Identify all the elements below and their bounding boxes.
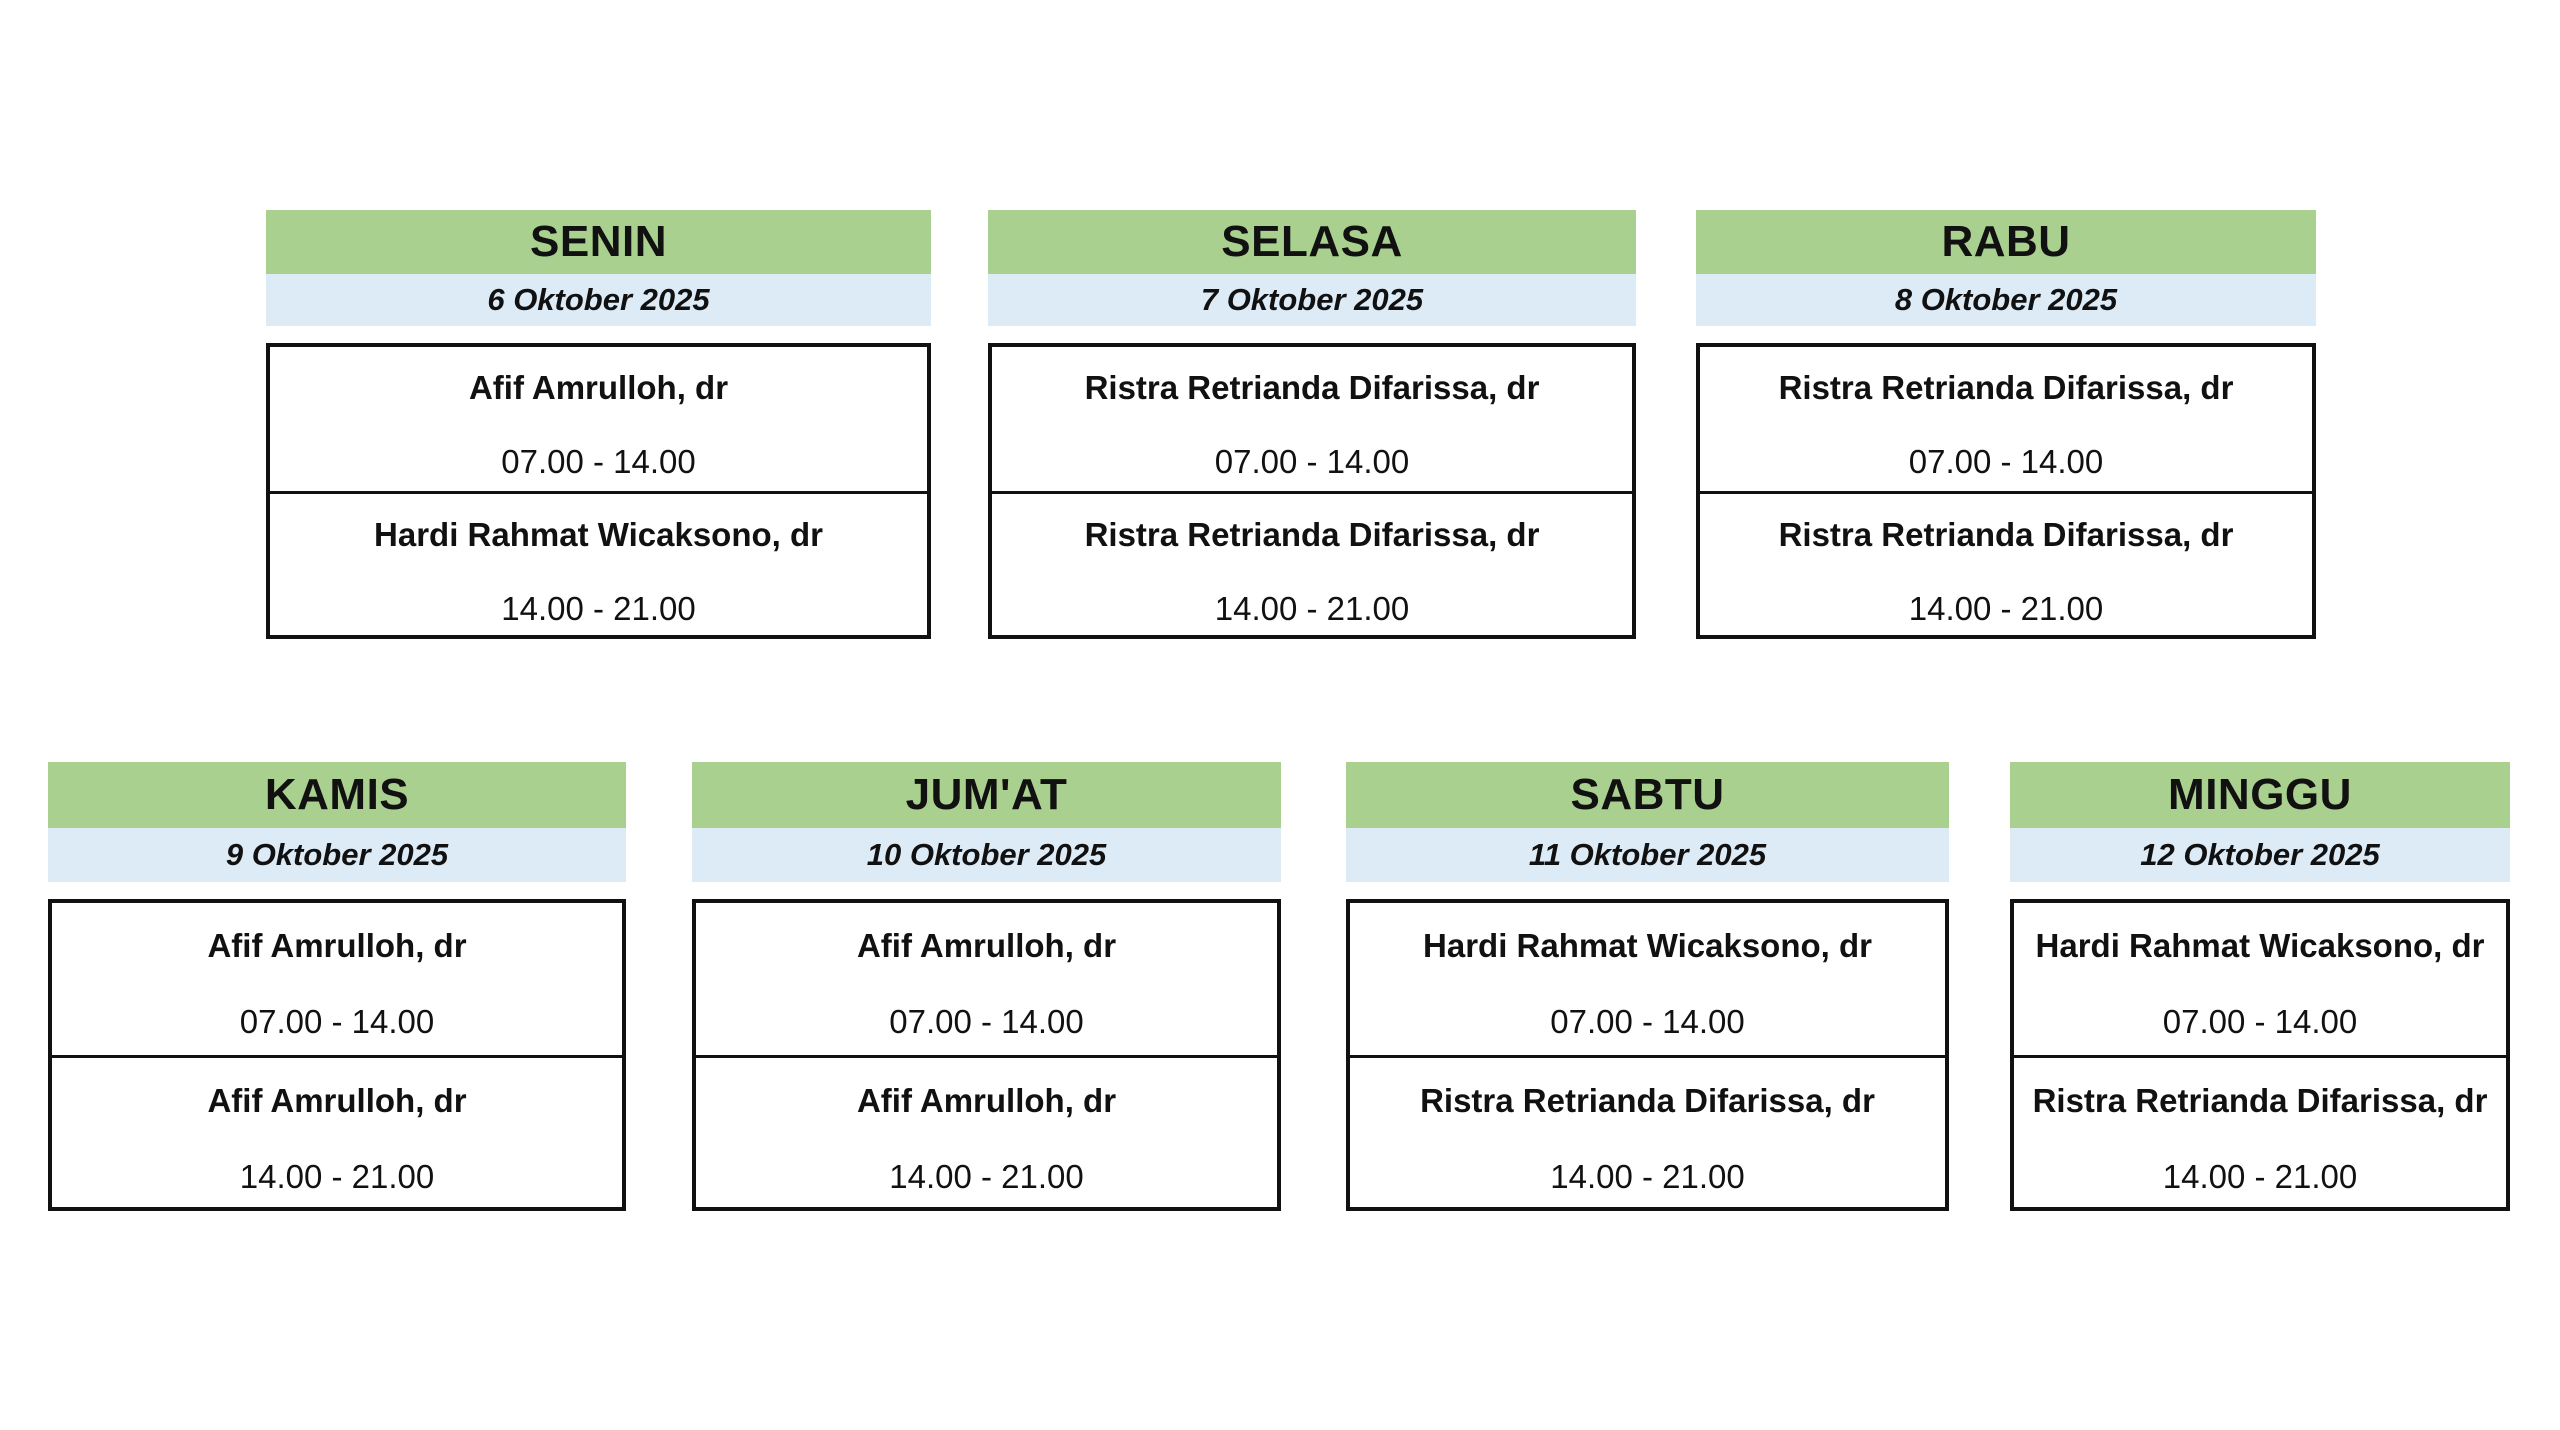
doctor-name: Ristra Retrianda Difarissa, dr: [1084, 369, 1540, 406]
shift-table: [988, 343, 1636, 639]
shift-time: 14.00 - 21.00: [501, 590, 696, 627]
day-date: 12 Oktober 2025: [2010, 828, 2510, 882]
day-name: MINGGU: [2010, 762, 2510, 828]
shift-morning: [52, 903, 622, 1055]
day-card-sabtu: [1346, 762, 1949, 1211]
shift-afternoon: [270, 491, 927, 635]
shift-table: [692, 899, 1281, 1211]
shift-table: [48, 899, 626, 1211]
shift-afternoon: [992, 491, 1632, 635]
shift-time: 14.00 - 21.00: [1550, 1158, 1745, 1195]
shift-afternoon: [2014, 1055, 2506, 1207]
day-name: RABU: [1696, 210, 2316, 274]
day-date: 9 Oktober 2025: [48, 828, 626, 882]
shift-afternoon: [52, 1055, 622, 1207]
shift-time: 14.00 - 21.00: [2162, 1158, 2358, 1195]
shift-time: 14.00 - 21.00: [889, 1158, 1084, 1195]
day-card-jumat: [692, 762, 1281, 1211]
shift-time: 14.00 - 21.00: [1908, 590, 2104, 627]
day-date: 10 Oktober 2025: [692, 828, 1281, 882]
day-date: 6 Oktober 2025: [266, 274, 931, 326]
day-name: JUM'AT: [692, 762, 1281, 828]
shift-time: 07.00 - 14.00: [501, 443, 696, 480]
shift-time: 14.00 - 21.00: [239, 1158, 435, 1195]
day-name: SABTU: [1346, 762, 1949, 828]
shift-time: 07.00 - 14.00: [2162, 1003, 2358, 1040]
shift-morning: [2014, 903, 2506, 1055]
day-card-senin: [266, 210, 931, 639]
shift-morning: [696, 903, 1277, 1055]
doctor-name: Ristra Retrianda Difarissa, dr: [1778, 516, 2234, 553]
shift-afternoon: [1700, 491, 2312, 635]
shift-time: 07.00 - 14.00: [1550, 1003, 1745, 1040]
doctor-name: Afif Amrulloh, dr: [207, 927, 467, 964]
shift-time: 07.00 - 14.00: [889, 1003, 1084, 1040]
day-date: 8 Oktober 2025: [1696, 274, 2316, 326]
shift-afternoon: [1350, 1055, 1945, 1207]
day-card-selasa: [988, 210, 1636, 639]
doctor-name: Afif Amrulloh, dr: [207, 1082, 467, 1119]
doctor-name: Afif Amrulloh, dr: [468, 369, 729, 406]
doctor-name: Ristra Retrianda Difarissa, dr: [1084, 516, 1540, 553]
day-card-kamis: [48, 762, 626, 1211]
shift-morning: [1350, 903, 1945, 1055]
shift-afternoon: [696, 1055, 1277, 1207]
doctor-name: Afif Amrulloh, dr: [856, 927, 1117, 964]
shift-table: [266, 343, 931, 639]
shift-table: [1696, 343, 2316, 639]
shift-time: 14.00 - 21.00: [1214, 590, 1410, 627]
shift-table: [2010, 899, 2510, 1211]
doctor-name: Afif Amrulloh, dr: [856, 1082, 1117, 1119]
doctor-name: Ristra Retrianda Difarissa, dr: [1778, 369, 2234, 406]
day-date: 11 Oktober 2025: [1346, 828, 1949, 882]
shift-morning: [270, 347, 927, 491]
doctor-name: Ristra Retrianda Difarissa, dr: [2032, 1082, 2488, 1119]
doctor-name: Hardi Rahmat Wicaksono, dr: [2035, 927, 2485, 964]
doctor-name: Hardi Rahmat Wicaksono, dr: [1423, 927, 1872, 964]
day-name: SENIN: [266, 210, 931, 274]
shift-time: 07.00 - 14.00: [239, 1003, 435, 1040]
doctor-name: Hardi Rahmat Wicaksono, dr: [374, 516, 823, 553]
day-name: KAMIS: [48, 762, 626, 828]
doctor-name: Ristra Retrianda Difarissa, dr: [1420, 1082, 1875, 1119]
shift-time: 07.00 - 14.00: [1908, 443, 2104, 480]
day-name: SELASA: [988, 210, 1636, 274]
shift-morning: [1700, 347, 2312, 491]
shift-morning: [992, 347, 1632, 491]
day-card-minggu: [2010, 762, 2510, 1211]
day-date: 7 Oktober 2025: [988, 274, 1636, 326]
shift-time: 07.00 - 14.00: [1214, 443, 1410, 480]
day-card-rabu: [1696, 210, 2316, 639]
shift-table: [1346, 899, 1949, 1211]
